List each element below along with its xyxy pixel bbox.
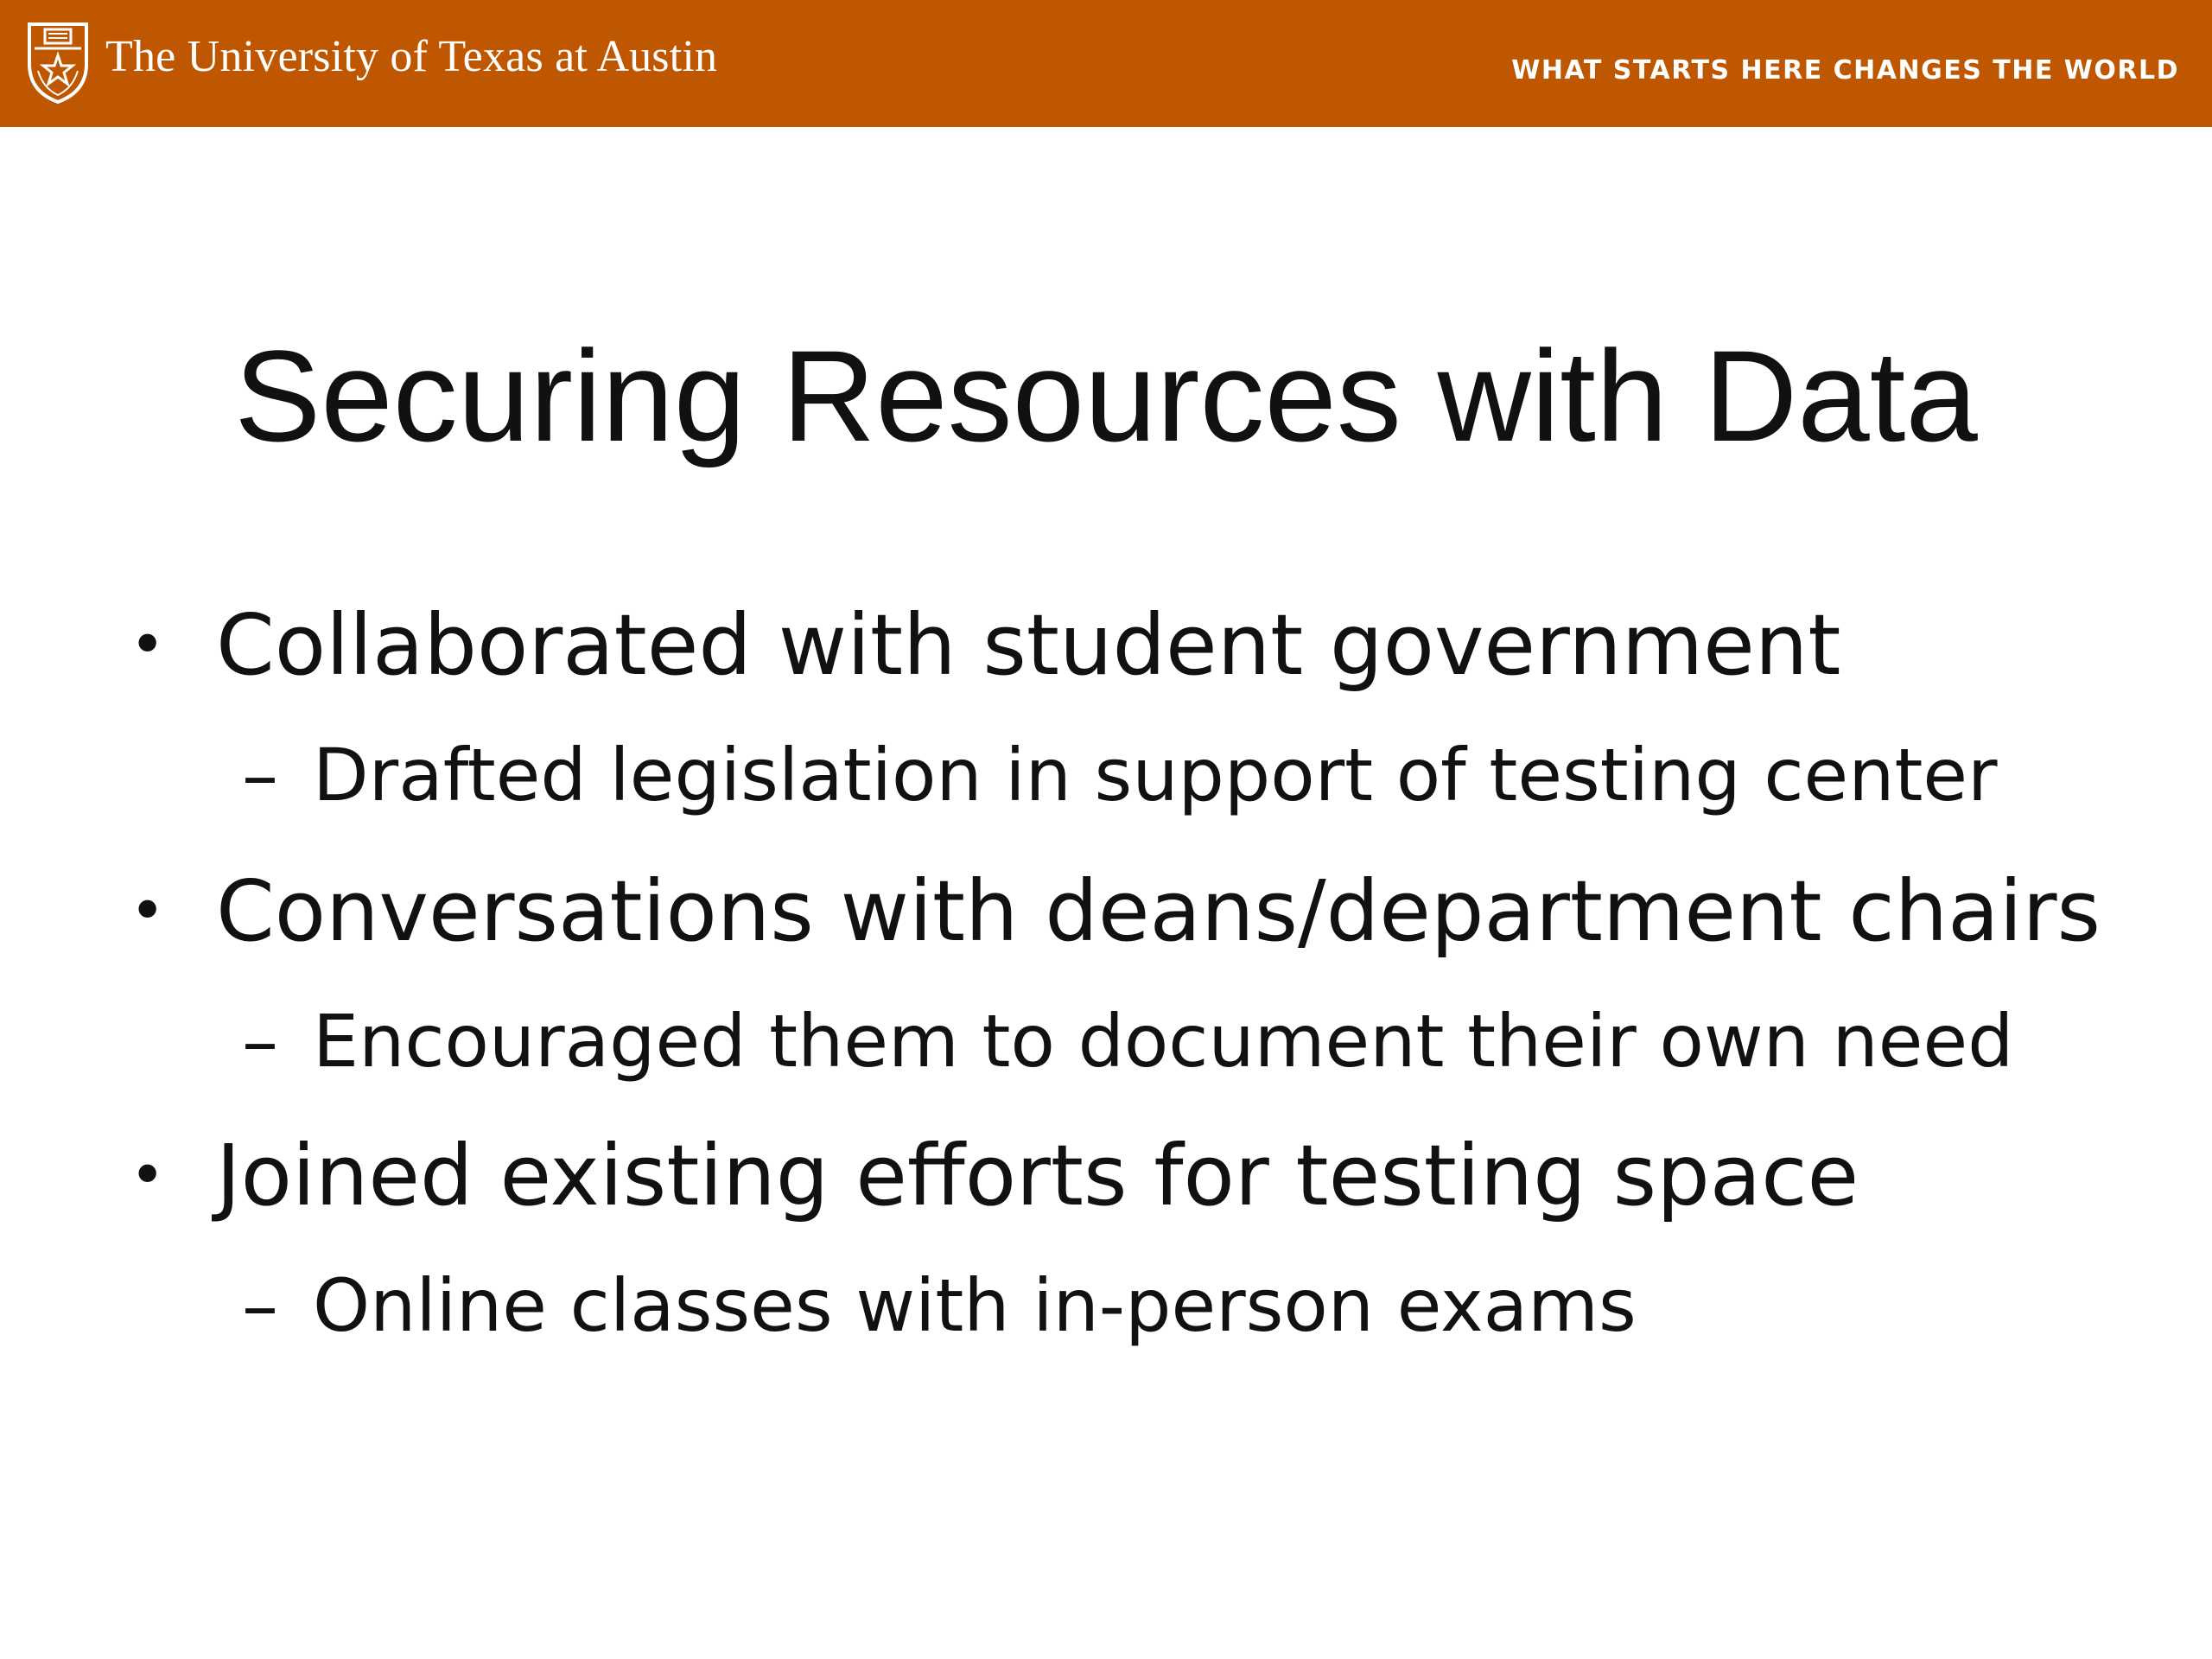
- university-name: The University of Texas at Austin: [105, 32, 718, 81]
- bullet-marker: •: [130, 609, 166, 680]
- sub-bullet-marker: –: [242, 733, 278, 817]
- slide-title: Securing Resources with Data: [234, 323, 1978, 468]
- sub-bullet-marker: –: [242, 1263, 278, 1348]
- bullet-item: [130, 593, 1840, 697]
- bullet-text: Conversations with deans/department chairs: [216, 862, 2101, 960]
- sub-bullet-item: [242, 1258, 1637, 1353]
- bullet-marker: •: [130, 875, 166, 946]
- sub-bullet-text: Encouraged them to document their own need: [313, 999, 2014, 1084]
- sub-bullet-item: [242, 994, 2013, 1089]
- tagline: WHAT STARTS HERE CHANGES THE WORLD: [1511, 55, 2179, 86]
- bullet-text: Collaborated with student government: [216, 596, 1841, 694]
- sub-bullet-text: Drafted legislation in support of testing center: [313, 733, 1998, 817]
- bullet-marker: •: [130, 1140, 166, 1211]
- sub-bullet-item: [242, 728, 1998, 823]
- bullet-item: [130, 859, 2101, 963]
- sub-bullet-text: Online classes with in-person exams: [313, 1263, 1637, 1348]
- bullet-text: Joined existing efforts for testing space: [216, 1127, 1859, 1224]
- bullet-item: [130, 1123, 1859, 1228]
- sub-bullet-marker: –: [242, 999, 278, 1084]
